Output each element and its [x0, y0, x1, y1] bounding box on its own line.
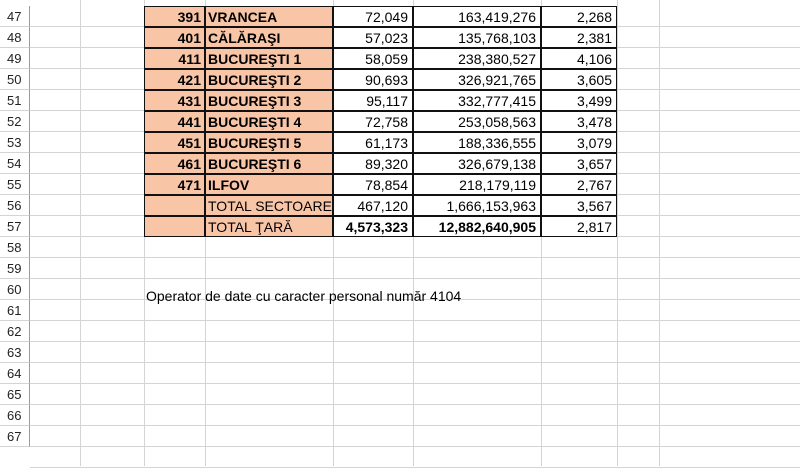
row-header[interactable]: 51 — [0, 90, 30, 111]
county-code-cell[interactable]: 461 — [144, 153, 205, 174]
row-header[interactable]: 54 — [0, 153, 30, 174]
value-cell[interactable]: 238,380,527 — [413, 48, 541, 69]
county-code-cell[interactable]: 401 — [144, 27, 205, 48]
county-code-cell[interactable]: 421 — [144, 69, 205, 90]
value-cell[interactable]: 72,758 — [333, 111, 413, 132]
total-sectoare-code-cell[interactable] — [144, 195, 205, 216]
county-name-cell[interactable]: BUCUREŞTI 6 — [205, 153, 333, 174]
total-tara-value[interactable]: 12,882,640,905 — [413, 216, 541, 237]
county-name-cell[interactable]: BUCUREŞTI 5 — [205, 132, 333, 153]
county-code-cell[interactable]: 411 — [144, 48, 205, 69]
row-header[interactable]: 66 — [0, 405, 30, 426]
row-header[interactable]: 64 — [0, 363, 30, 384]
total-tara-code-cell[interactable] — [144, 216, 205, 237]
county-name-cell[interactable]: BUCUREŞTI 3 — [205, 90, 333, 111]
value-cell[interactable]: 218,179,119 — [413, 174, 541, 195]
value-cell[interactable]: 2,767 — [541, 174, 617, 195]
row-gridline — [30, 341, 800, 342]
row-gridline — [30, 425, 800, 426]
column-gridline — [617, 0, 618, 466]
total-tara-value[interactable]: 4,573,323 — [333, 216, 413, 237]
value-cell[interactable]: 3,499 — [541, 90, 617, 111]
value-cell[interactable]: 163,419,276 — [413, 6, 541, 27]
county-code-cell[interactable]: 441 — [144, 111, 205, 132]
row-header[interactable]: 49 — [0, 48, 30, 69]
value-cell[interactable]: 253,058,563 — [413, 111, 541, 132]
county-name-cell[interactable]: BUCUREŞTI 1 — [205, 48, 333, 69]
county-code-cell[interactable]: 431 — [144, 90, 205, 111]
total-sectoare-label[interactable]: TOTAL SECTOARE — [205, 195, 333, 216]
county-name-cell[interactable]: VRANCEA — [205, 6, 333, 27]
row-gridline — [30, 446, 800, 447]
row-header[interactable]: 62 — [0, 321, 30, 342]
county-name-cell[interactable]: ILFOV — [205, 174, 333, 195]
value-cell[interactable]: 57,023 — [333, 27, 413, 48]
total-tara-value[interactable]: 2,817 — [541, 216, 617, 237]
county-code-cell[interactable]: 451 — [144, 132, 205, 153]
row-header[interactable]: 60 — [0, 279, 30, 300]
row-header[interactable]: 61 — [0, 300, 30, 321]
total-sectoare-value[interactable]: 1,666,153,963 — [413, 195, 541, 216]
value-cell[interactable]: 2,381 — [541, 27, 617, 48]
county-code-cell[interactable]: 391 — [144, 6, 205, 27]
column-gridline — [659, 0, 660, 466]
row-gridline — [30, 320, 800, 321]
total-sectoare-value[interactable]: 3,567 — [541, 195, 617, 216]
value-cell[interactable]: 188,336,555 — [413, 132, 541, 153]
total-tara-label[interactable]: TOTAL ŢARĂ — [205, 216, 333, 237]
county-name-cell[interactable]: BUCUREŞTI 4 — [205, 111, 333, 132]
county-code-cell[interactable]: 471 — [144, 174, 205, 195]
row-header[interactable]: 56 — [0, 195, 30, 216]
value-cell[interactable]: 61,173 — [333, 132, 413, 153]
row-header[interactable]: 57 — [0, 216, 30, 237]
value-cell[interactable]: 72,049 — [333, 6, 413, 27]
value-cell[interactable]: 326,921,765 — [413, 69, 541, 90]
value-cell[interactable]: 58,059 — [333, 48, 413, 69]
row-header[interactable]: 53 — [0, 132, 30, 153]
row-header[interactable]: 55 — [0, 174, 30, 195]
county-name-cell[interactable]: BUCUREŞTI 2 — [205, 69, 333, 90]
total-sectoare-value[interactable]: 467,120 — [333, 195, 413, 216]
value-cell[interactable]: 2,268 — [541, 6, 617, 27]
value-cell[interactable]: 90,693 — [333, 69, 413, 90]
row-header[interactable]: 67 — [0, 426, 30, 447]
row-header[interactable]: 63 — [0, 342, 30, 363]
row-gridline — [30, 278, 800, 279]
row-gridline — [30, 404, 800, 405]
value-cell[interactable]: 332,777,415 — [413, 90, 541, 111]
row-header[interactable]: 58 — [0, 237, 30, 258]
value-cell[interactable]: 135,768,103 — [413, 27, 541, 48]
operator-note[interactable]: Operator de date cu caracter personal număr 4104 — [146, 288, 462, 304]
row-header[interactable]: 47 — [0, 6, 30, 27]
row-header[interactable]: 59 — [0, 258, 30, 279]
value-cell[interactable]: 89,320 — [333, 153, 413, 174]
value-cell[interactable]: 3,605 — [541, 69, 617, 90]
row-header[interactable]: 65 — [0, 384, 30, 405]
row-header[interactable]: 48 — [0, 27, 30, 48]
value-cell[interactable]: 95,117 — [333, 90, 413, 111]
column-gridline — [80, 0, 81, 466]
value-cell[interactable]: 3,478 — [541, 111, 617, 132]
county-name-cell[interactable]: CĂLĂRAŞI — [205, 27, 333, 48]
row-gridline — [30, 383, 800, 384]
row-header[interactable]: 50 — [0, 69, 30, 90]
row-gridline — [30, 362, 800, 363]
row-gridline — [30, 257, 800, 258]
value-cell[interactable]: 3,079 — [541, 132, 617, 153]
value-cell[interactable]: 326,679,138 — [413, 153, 541, 174]
value-cell[interactable]: 4,106 — [541, 48, 617, 69]
value-cell[interactable]: 78,854 — [333, 174, 413, 195]
row-header[interactable]: 52 — [0, 111, 30, 132]
value-cell[interactable]: 3,657 — [541, 153, 617, 174]
